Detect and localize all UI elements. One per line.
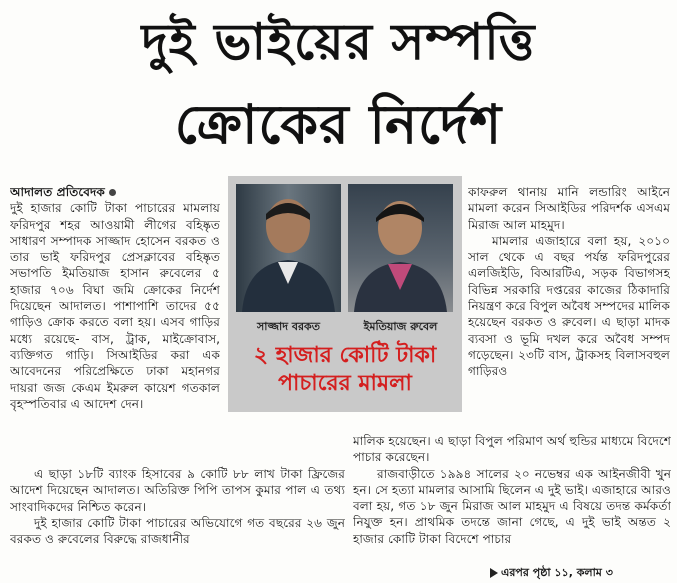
bottom-right-paragraph-2: রাজবাড়ীতে ১৯৯৪ সালের ২০ নভেম্বর এক আইনজীবী খুন হন। সে হত্যা মামলার আসামি ছিলেন এ দুই ভাই। এজাহারে আরও বলা হয়, গত ১৮ জুন মিরাজ আল মাহমুদ এ বিষয়ে তদন্ত কর্মকর্তা নিযুক্ত হন। প্রাথমিক তদন্তে জানা গেছে, এ দুই ভাই অন্তত ২ হাজার কোটি টাকা বিদেশে পাচার	[353, 466, 671, 546]
bottom-right-paragraph-1: মালিক হয়েছেন। এ ছাড়া বিপুল পরিমাণ অর্থ হুন্ডির মাধ্যমে বিদেশে পাচার করেছেন।	[353, 434, 671, 465]
left-paragraph-1: দুই হাজার কোটি টাকা পাচারের মামলায় ফরিদপুর শহর আওয়ামী লীগের বহিষ্কৃত সাধারণ সম্পাদক সাজ্জাদ হোসেন বরকত ও তার ভাই ফরিদপুর প্রেসক্লাবের বহিষ্কৃত সভাপতি ইমতিয়াজ হাসান রুবেলের ৫ হাজার ৭০৬ বিঘা জমি ক্রোকের নির্দেশ দিয়েছেন আদালত। পাশাপাশি তাদের ৫৫ গাড়িও ক্রোক করতে বলা হয়। এসব গাড়ির মধ্যে রয়েছে- বাস, ট্রাক, মাইক্রোবাস, ব্যক্তিগত গাড়ি। সিআইডির করা এক আবেদনের পরিপ্রেক্ষিতে ঢাকা মহানগর দায়রা জজ কেএম ইমরুল কায়েশ গতকাল বৃহস্পতিবার এ আদেশ দেন।	[10, 201, 220, 411]
person-silhouette-icon	[348, 184, 453, 312]
right-column	[468, 184, 670, 427]
bottom-left-column	[10, 466, 345, 583]
bullet-icon	[109, 189, 116, 196]
continuation-text: এরপর পৃষ্ঠা ১১, কলাম ৩	[501, 566, 613, 579]
bottom-left-paragraph-2: দুই হাজার কোটি টাকা পাচারের অভিযোগে গত বছরের ২৬ জুন বরকত ও রুবেলের বিরুদ্ধে রাজধানীর	[10, 515, 345, 547]
byline-row	[10, 184, 220, 200]
photo-sajjad-barkat	[236, 184, 341, 312]
left-column	[10, 184, 220, 479]
arrow-right-icon	[490, 568, 498, 578]
person-silhouette-icon	[236, 184, 341, 312]
continuation-note	[490, 564, 613, 583]
caption-imtiaz-rubel: ইমতিয়াজ রুবেল	[363, 320, 438, 333]
headline-line-1: দুই ভাইয়ের সম্পত্তি	[141, 13, 536, 71]
headline-line-2: ক্রোকের নির্দেশ	[174, 93, 503, 156]
byline: আদালত প্রতিবেদক	[10, 185, 105, 199]
bottom-right-column	[353, 433, 671, 565]
right-paragraph-1: কাফরুল থানায় মানি লন্ডারিং আইনে মামলা করেন সিআইডির পরিদর্শক এসএম মিরাজ আল মাহমুদ।	[468, 185, 670, 232]
photo-imtiaz-rubel	[348, 184, 453, 312]
photo-box-title-line-2: পাচারের মামলা	[278, 371, 412, 396]
right-paragraph-2: মামলার এজাহারে বলা হয়, ২০১০ সাল থেকে এ বছর পর্যন্ত ফরিদপুরের এলজিইডি, বিআরটিএ, সড়ক বিভাগসহ বিভিন্ন সরকারি দপ্তরের কাজের ঠিকাদারি নিয়ন্ত্রণ করে বিপুল অবৈধ সম্পদের মালিক হয়েছেন বরকত ও রুবেল। এ ছাড়া মাদক ব্যবসা ও ভূমি দখল করে অবৈধ সম্পদ গড়েছেন। ২৩টি বাস, ট্রাকসহ বিলাসবহুল গাড়িরও	[468, 233, 670, 379]
bottom-left-paragraph-1: এ ছাড়া ১৮টি ব্যাংক হিসাবের ৯ কোটি ৮৮ লাখ টাকা ফ্রিজের আদেশ দিয়েছেন আদালত। অতিরিক্ত পিপি তাপস কুমার পাল এ তথ্য সাংবাদিকদের নিশ্চিত করেন।	[10, 467, 345, 514]
photo-box-title	[228, 342, 462, 398]
caption-sajjad-barkat: সাজ্জাদ বরকত	[257, 320, 320, 333]
photo-box	[228, 176, 462, 412]
photo-box-title-line-1: ২ হাজার কোটি টাকা	[253, 343, 437, 368]
